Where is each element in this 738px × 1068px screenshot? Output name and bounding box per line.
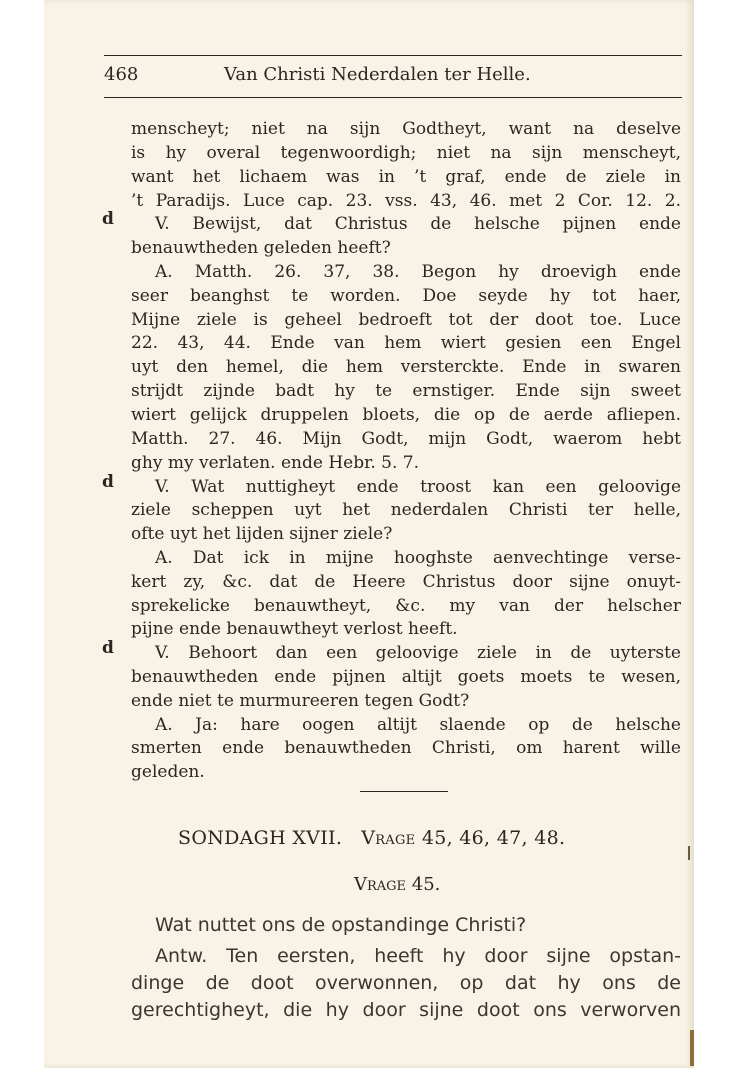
answer-text: dinge de doot overwonnen, op dat hy ons de	[131, 972, 681, 994]
vrage-numbers: 45, 46, 47, 48.	[421, 827, 566, 849]
vrage-label: Vrage	[361, 827, 416, 849]
body-line: is hy overal tegenwoordigh; niet na sijn menscheyt,	[131, 143, 681, 163]
body-line: menscheyt; niet na sijn Godtheyt, want na deselve	[131, 119, 681, 139]
body-line: strijdt zijnde badt hy te ernstiger. Ende sijn sweet	[131, 381, 681, 401]
answer-text: Antw. Ten eersten, heeft hy door sijne opstan-	[155, 945, 681, 967]
body-line: ofte uyt het lijden sijner ziele?	[131, 524, 393, 544]
body-line: geleden.	[131, 762, 205, 782]
margin-mark: d	[102, 472, 114, 492]
body-line: kert zy, &c. dat de Heere Christus door sijne onuyt-	[131, 572, 681, 592]
body-line: seer beanghst te worden. Doe seyde hy tot haer,	[131, 286, 681, 306]
answer-line: A. Ja: hare oogen altijt slaende op de helsche	[155, 715, 681, 735]
body-line: benauwtheden geleden heeft?	[131, 238, 391, 258]
body-line: Matth. 27. 46. Mijn Godt, mijn Godt, waerom hebt	[131, 429, 681, 449]
body-line: wiert gelijck druppelen bloets, die op de aerde afliepen.	[131, 405, 681, 425]
body-line: ende niet te murmureeren tegen Godt?	[131, 691, 470, 711]
body-line: benauwtheden ende pijnen altijt goets moets te wesen,	[131, 667, 681, 687]
body-line: ziele scheppen uyt het nederdalen Christi ter helle,	[131, 500, 681, 520]
page-number: 468	[104, 64, 139, 85]
question-text: Wat nuttet ons de opstandinge Christi?	[155, 914, 527, 936]
body-line: 22. 43, 44. Ende van hem wiert gesien een Engel	[131, 333, 681, 353]
sondagh-label: SONDAGH XVII.	[178, 827, 343, 849]
answer-line: A. Dat ick in mijne hooghste aenvechtinge verse-	[155, 548, 681, 568]
running-title: Van Christi Nederdalen ter Helle.	[224, 64, 531, 85]
header-bottom-rule	[104, 97, 682, 98]
body-line: sprekelicke benauwtheyt, &c. my van der helscher	[131, 596, 681, 616]
body-line: pijne ende benauwtheyt verlost heeft.	[131, 619, 458, 639]
binding-edge	[690, 1030, 694, 1066]
margin-mark: d	[102, 209, 114, 229]
body-line: ’t Paradijs. Luce cap. 23. vss. 43, 46. met 2 Cor. 12. 2.	[131, 191, 681, 211]
question-line: V. Behoort dan een geloovige ziele in de uyterste	[155, 643, 681, 663]
section-heading	[178, 827, 638, 849]
question-line: V. Wat nuttigheyt ende troost kan een geloovige	[155, 477, 681, 497]
running-header	[104, 64, 682, 86]
answer-line: A. Matth. 26. 37, 38. Begon hy droevigh ende	[155, 262, 681, 282]
question-line: V. Bewijst, dat Christus de helsche pijnen ende	[155, 214, 681, 234]
body-line: smerten ende benauwtheden Christi, om harent wille	[131, 738, 681, 758]
body-line: want het lichaem was in ’t graf, ende de ziele in	[131, 167, 681, 187]
body-line: uyt den hemel, die hem versterckte. Ende in swaren	[131, 357, 681, 377]
answer-text: gerechtigheyt, die hy door sijne doot ons verworven	[131, 999, 681, 1021]
page-mark	[688, 846, 690, 860]
body-line: Mijne ziele is geheel bedroeft tot der doot toe. Luce	[131, 310, 681, 330]
body-line: ghy my verlaten. ende Hebr. 5. 7.	[131, 453, 420, 473]
vrage-heading: Vrage 45.	[354, 874, 441, 895]
section-divider	[360, 791, 448, 792]
margin-mark: d	[102, 638, 114, 658]
header-top-rule	[104, 55, 682, 56]
